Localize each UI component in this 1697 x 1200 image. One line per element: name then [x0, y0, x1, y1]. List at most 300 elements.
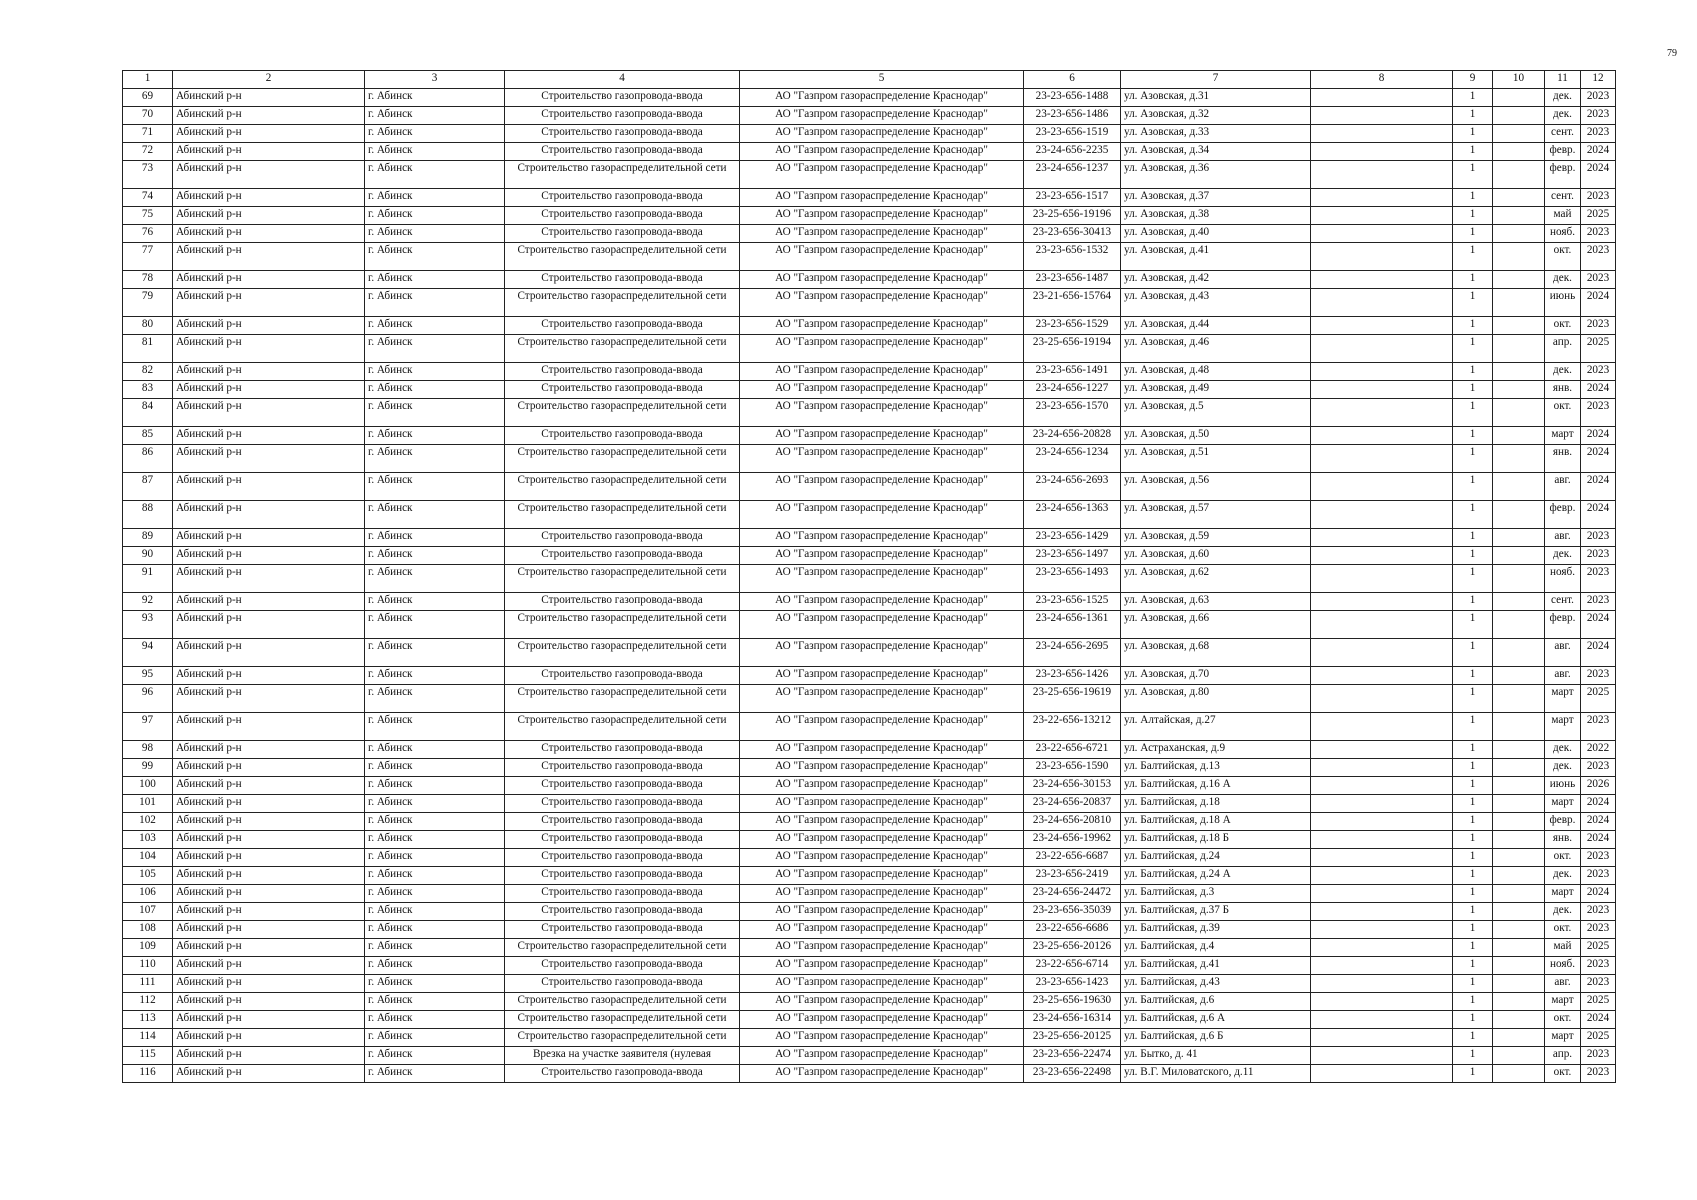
row-number: 78: [123, 271, 173, 289]
year-cell: 2022: [1581, 741, 1616, 759]
organization-cell: АО "Газпром газораспределение Краснодар": [740, 317, 1024, 335]
month-cell: сент.: [1545, 189, 1581, 207]
column-8-cell: [1311, 921, 1453, 939]
locality-cell: г. Абинск: [365, 89, 505, 107]
quantity-cell: 1: [1453, 1029, 1493, 1047]
row-number: 88: [123, 501, 173, 529]
month-cell: нояб.: [1545, 957, 1581, 975]
column-8-cell: [1311, 125, 1453, 143]
column-10-cell: [1493, 565, 1545, 593]
locality-cell: г. Абинск: [365, 189, 505, 207]
column-10-cell: [1493, 125, 1545, 143]
organization-cell: АО "Газпром газораспределение Краснодар": [740, 795, 1024, 813]
header-row: [123, 71, 1616, 89]
year-cell: 2024: [1581, 289, 1616, 317]
table-row: [123, 741, 1616, 759]
address-cell: ул. Балтийская, д.41: [1121, 957, 1311, 975]
locality-cell: г. Абинск: [365, 271, 505, 289]
column-10-cell: [1493, 639, 1545, 667]
year-cell: 2024: [1581, 143, 1616, 161]
district-cell: Абинский р-н: [173, 473, 365, 501]
code-cell: 23-23-656-2419: [1024, 867, 1121, 885]
year-cell: 2025: [1581, 939, 1616, 957]
month-cell: февр.: [1545, 813, 1581, 831]
table-row: [123, 243, 1616, 271]
month-cell: дек.: [1545, 547, 1581, 565]
address-cell: ул. Балтийская, д.24 А: [1121, 867, 1311, 885]
quantity-cell: 1: [1453, 795, 1493, 813]
code-cell: 23-24-656-2693: [1024, 473, 1121, 501]
quantity-cell: 1: [1453, 713, 1493, 741]
quantity-cell: 1: [1453, 921, 1493, 939]
organization-cell: АО "Газпром газораспределение Краснодар": [740, 975, 1024, 993]
year-cell: 2024: [1581, 1011, 1616, 1029]
month-cell: апр.: [1545, 335, 1581, 363]
code-cell: 23-23-656-1426: [1024, 667, 1121, 685]
code-cell: 23-23-656-1529: [1024, 317, 1121, 335]
quantity-cell: 1: [1453, 107, 1493, 125]
year-cell: 2023: [1581, 189, 1616, 207]
table-row: [123, 125, 1616, 143]
district-cell: Абинский р-н: [173, 143, 365, 161]
district-cell: Абинский р-н: [173, 207, 365, 225]
year-cell: 2023: [1581, 759, 1616, 777]
organization-cell: АО "Газпром газораспределение Краснодар": [740, 289, 1024, 317]
month-cell: июнь: [1545, 289, 1581, 317]
column-8-cell: [1311, 243, 1453, 271]
organization-cell: АО "Газпром газораспределение Краснодар": [740, 399, 1024, 427]
column-header: 1: [123, 71, 173, 89]
code-cell: 23-24-656-2695: [1024, 639, 1121, 667]
column-8-cell: [1311, 445, 1453, 473]
month-cell: февр.: [1545, 501, 1581, 529]
district-cell: Абинский р-н: [173, 777, 365, 795]
table-row: [123, 593, 1616, 611]
row-number: 106: [123, 885, 173, 903]
district-cell: Абинский р-н: [173, 849, 365, 867]
locality-cell: г. Абинск: [365, 903, 505, 921]
table-row: [123, 849, 1616, 867]
organization-cell: АО "Газпром газораспределение Краснодар": [740, 921, 1024, 939]
code-cell: 23-22-656-6721: [1024, 741, 1121, 759]
district-cell: Абинский р-н: [173, 957, 365, 975]
year-cell: 2023: [1581, 317, 1616, 335]
column-10-cell: [1493, 939, 1545, 957]
district-cell: Абинский р-н: [173, 107, 365, 125]
column-10-cell: [1493, 831, 1545, 849]
code-cell: 23-24-656-30153: [1024, 777, 1121, 795]
work-type-cell: Строительство газопровода-ввода: [505, 593, 740, 611]
quantity-cell: 1: [1453, 813, 1493, 831]
column-8-cell: [1311, 189, 1453, 207]
month-cell: нояб.: [1545, 225, 1581, 243]
year-cell: 2025: [1581, 207, 1616, 225]
table-row: [123, 89, 1616, 107]
code-cell: 23-24-656-20837: [1024, 795, 1121, 813]
locality-cell: г. Абинск: [365, 759, 505, 777]
address-cell: ул. Азовская, д.56: [1121, 473, 1311, 501]
locality-cell: г. Абинск: [365, 813, 505, 831]
year-cell: 2023: [1581, 667, 1616, 685]
quantity-cell: 1: [1453, 207, 1493, 225]
year-cell: 2024: [1581, 639, 1616, 667]
code-cell: 23-22-656-6687: [1024, 849, 1121, 867]
row-number: 74: [123, 189, 173, 207]
district-cell: Абинский р-н: [173, 1029, 365, 1047]
quantity-cell: 1: [1453, 381, 1493, 399]
column-10-cell: [1493, 501, 1545, 529]
district-cell: Абинский р-н: [173, 593, 365, 611]
month-cell: апр.: [1545, 1047, 1581, 1065]
table-row: [123, 289, 1616, 317]
column-8-cell: [1311, 667, 1453, 685]
column-8-cell: [1311, 831, 1453, 849]
column-header: 6: [1024, 71, 1121, 89]
column-10-cell: [1493, 225, 1545, 243]
code-cell: 23-23-656-1486: [1024, 107, 1121, 125]
row-number: 105: [123, 867, 173, 885]
column-10-cell: [1493, 363, 1545, 381]
year-cell: 2023: [1581, 903, 1616, 921]
work-type-cell: Строительство газораспределительной сети: [505, 713, 740, 741]
organization-cell: АО "Газпром газораспределение Краснодар": [740, 777, 1024, 795]
column-10-cell: [1493, 885, 1545, 903]
organization-cell: АО "Газпром газораспределение Краснодар": [740, 125, 1024, 143]
column-10-cell: [1493, 143, 1545, 161]
table-body: [123, 89, 1616, 1083]
year-cell: 2023: [1581, 1065, 1616, 1083]
row-number: 108: [123, 921, 173, 939]
quantity-cell: 1: [1453, 993, 1493, 1011]
table-row: [123, 225, 1616, 243]
code-cell: 23-25-656-19194: [1024, 335, 1121, 363]
column-10-cell: [1493, 1029, 1545, 1047]
locality-cell: г. Абинск: [365, 161, 505, 189]
locality-cell: г. Абинск: [365, 445, 505, 473]
address-cell: ул. В.Г. Миловатского, д.11: [1121, 1065, 1311, 1083]
organization-cell: АО "Газпром газораспределение Краснодар": [740, 547, 1024, 565]
organization-cell: АО "Газпром газораспределение Краснодар": [740, 685, 1024, 713]
code-cell: 23-21-656-15764: [1024, 289, 1121, 317]
table-row: [123, 1029, 1616, 1047]
organization-cell: АО "Газпром газораспределение Краснодар": [740, 759, 1024, 777]
column-10-cell: [1493, 741, 1545, 759]
address-cell: ул. Азовская, д.41: [1121, 243, 1311, 271]
locality-cell: г. Абинск: [365, 143, 505, 161]
table-row: [123, 831, 1616, 849]
work-type-cell: Строительство газопровода-ввода: [505, 795, 740, 813]
row-number: 97: [123, 713, 173, 741]
table-row: [123, 381, 1616, 399]
year-cell: 2024: [1581, 795, 1616, 813]
quantity-cell: 1: [1453, 363, 1493, 381]
column-10-cell: [1493, 1011, 1545, 1029]
locality-cell: г. Абинск: [365, 243, 505, 271]
organization-cell: АО "Газпром газораспределение Краснодар": [740, 1065, 1024, 1083]
quantity-cell: 1: [1453, 1011, 1493, 1029]
address-cell: ул. Азовская, д.57: [1121, 501, 1311, 529]
work-type-cell: Строительство газораспределительной сети: [505, 611, 740, 639]
address-cell: ул. Балтийская, д.18 Б: [1121, 831, 1311, 849]
code-cell: 23-22-656-6686: [1024, 921, 1121, 939]
year-cell: 2023: [1581, 593, 1616, 611]
row-number: 94: [123, 639, 173, 667]
address-cell: ул. Азовская, д.32: [1121, 107, 1311, 125]
year-cell: 2024: [1581, 813, 1616, 831]
column-8-cell: [1311, 903, 1453, 921]
table-row: [123, 363, 1616, 381]
work-type-cell: Строительство газопровода-ввода: [505, 271, 740, 289]
district-cell: Абинский р-н: [173, 685, 365, 713]
table-row: [123, 189, 1616, 207]
column-10-cell: [1493, 975, 1545, 993]
quantity-cell: 1: [1453, 957, 1493, 975]
month-cell: дек.: [1545, 363, 1581, 381]
table-row: [123, 473, 1616, 501]
district-cell: Абинский р-н: [173, 667, 365, 685]
quantity-cell: 1: [1453, 529, 1493, 547]
column-header: 3: [365, 71, 505, 89]
district-cell: Абинский р-н: [173, 547, 365, 565]
column-10-cell: [1493, 89, 1545, 107]
locality-cell: г. Абинск: [365, 125, 505, 143]
column-10-cell: [1493, 957, 1545, 975]
year-cell: 2023: [1581, 107, 1616, 125]
address-cell: ул. Азовская, д.36: [1121, 161, 1311, 189]
code-cell: 23-23-656-1488: [1024, 89, 1121, 107]
table-row: [123, 993, 1616, 1011]
organization-cell: АО "Газпром газораспределение Краснодар": [740, 89, 1024, 107]
year-cell: 2024: [1581, 473, 1616, 501]
row-number: 113: [123, 1011, 173, 1029]
address-cell: ул. Астраханская, д.9: [1121, 741, 1311, 759]
district-cell: Абинский р-н: [173, 795, 365, 813]
organization-cell: АО "Газпром газораспределение Краснодар": [740, 225, 1024, 243]
row-number: 85: [123, 427, 173, 445]
code-cell: 23-23-656-22498: [1024, 1065, 1121, 1083]
month-cell: авг.: [1545, 975, 1581, 993]
row-number: 69: [123, 89, 173, 107]
year-cell: 2025: [1581, 993, 1616, 1011]
column-8-cell: [1311, 473, 1453, 501]
organization-cell: АО "Газпром газораспределение Краснодар": [740, 243, 1024, 271]
column-8-cell: [1311, 399, 1453, 427]
address-cell: ул. Азовская, д.44: [1121, 317, 1311, 335]
address-cell: ул. Азовская, д.31: [1121, 89, 1311, 107]
column-8-cell: [1311, 813, 1453, 831]
district-cell: Абинский р-н: [173, 501, 365, 529]
work-type-cell: Строительство газораспределительной сети: [505, 399, 740, 427]
organization-cell: АО "Газпром газораспределение Краснодар": [740, 189, 1024, 207]
column-8-cell: [1311, 939, 1453, 957]
quantity-cell: 1: [1453, 885, 1493, 903]
locality-cell: г. Абинск: [365, 713, 505, 741]
address-cell: ул. Азовская, д.38: [1121, 207, 1311, 225]
table-row: [123, 271, 1616, 289]
quantity-cell: 1: [1453, 741, 1493, 759]
work-type-cell: Строительство газопровода-ввода: [505, 143, 740, 161]
column-8-cell: [1311, 957, 1453, 975]
district-cell: Абинский р-н: [173, 399, 365, 427]
organization-cell: АО "Газпром газораспределение Краснодар": [740, 143, 1024, 161]
column-10-cell: [1493, 713, 1545, 741]
row-number: 115: [123, 1047, 173, 1065]
district-cell: Абинский р-н: [173, 243, 365, 271]
month-cell: авг.: [1545, 529, 1581, 547]
year-cell: 2024: [1581, 831, 1616, 849]
code-cell: 23-25-656-20125: [1024, 1029, 1121, 1047]
table-row: [123, 713, 1616, 741]
organization-cell: АО "Газпром газораспределение Краснодар": [740, 161, 1024, 189]
address-cell: ул. Балтийская, д.6 А: [1121, 1011, 1311, 1029]
column-10-cell: [1493, 207, 1545, 225]
month-cell: март: [1545, 885, 1581, 903]
table-row: [123, 399, 1616, 427]
organization-cell: АО "Газпром газораспределение Краснодар": [740, 885, 1024, 903]
column-10-cell: [1493, 445, 1545, 473]
year-cell: 2023: [1581, 125, 1616, 143]
year-cell: 2024: [1581, 445, 1616, 473]
column-10-cell: [1493, 381, 1545, 399]
table-row: [123, 1011, 1616, 1029]
code-cell: 23-24-656-2235: [1024, 143, 1121, 161]
code-cell: 23-23-656-1423: [1024, 975, 1121, 993]
year-cell: 2023: [1581, 271, 1616, 289]
year-cell: 2023: [1581, 565, 1616, 593]
district-cell: Абинский р-н: [173, 381, 365, 399]
month-cell: март: [1545, 427, 1581, 445]
quantity-cell: 1: [1453, 759, 1493, 777]
code-cell: 23-24-656-1237: [1024, 161, 1121, 189]
district-cell: Абинский р-н: [173, 639, 365, 667]
column-10-cell: [1493, 795, 1545, 813]
table-row: [123, 759, 1616, 777]
code-cell: 23-24-656-24472: [1024, 885, 1121, 903]
locality-cell: г. Абинск: [365, 639, 505, 667]
code-cell: 23-24-656-19962: [1024, 831, 1121, 849]
locality-cell: г. Абинск: [365, 777, 505, 795]
district-cell: Абинский р-н: [173, 759, 365, 777]
row-number: 104: [123, 849, 173, 867]
district-cell: Абинский р-н: [173, 921, 365, 939]
year-cell: 2023: [1581, 975, 1616, 993]
code-cell: 23-23-656-1491: [1024, 363, 1121, 381]
code-cell: 23-24-656-20810: [1024, 813, 1121, 831]
work-type-cell: Строительство газопровода-ввода: [505, 189, 740, 207]
address-cell: ул. Азовская, д.80: [1121, 685, 1311, 713]
code-cell: 23-23-656-1532: [1024, 243, 1121, 271]
column-8-cell: [1311, 107, 1453, 125]
month-cell: февр.: [1545, 161, 1581, 189]
work-type-cell: Строительство газораспределительной сети: [505, 639, 740, 667]
district-cell: Абинский р-н: [173, 189, 365, 207]
column-10-cell: [1493, 667, 1545, 685]
column-10-cell: [1493, 427, 1545, 445]
table-row: [123, 885, 1616, 903]
work-type-cell: Строительство газораспределительной сети: [505, 565, 740, 593]
organization-cell: АО "Газпром газораспределение Краснодар": [740, 903, 1024, 921]
row-number: 83: [123, 381, 173, 399]
work-type-cell: Строительство газопровода-ввода: [505, 89, 740, 107]
row-number: 76: [123, 225, 173, 243]
district-cell: Абинский р-н: [173, 831, 365, 849]
district-cell: Абинский р-н: [173, 225, 365, 243]
district-cell: Абинский р-н: [173, 161, 365, 189]
row-number: 77: [123, 243, 173, 271]
quantity-cell: 1: [1453, 593, 1493, 611]
work-type-cell: Строительство газораспределительной сети: [505, 939, 740, 957]
month-cell: авг.: [1545, 639, 1581, 667]
code-cell: 23-23-656-1429: [1024, 529, 1121, 547]
table-row: [123, 685, 1616, 713]
column-header: 2: [173, 71, 365, 89]
address-cell: ул. Азовская, д.60: [1121, 547, 1311, 565]
work-type-cell: Строительство газопровода-ввода: [505, 831, 740, 849]
month-cell: нояб.: [1545, 565, 1581, 593]
code-cell: 23-24-656-1234: [1024, 445, 1121, 473]
column-8-cell: [1311, 611, 1453, 639]
address-cell: ул. Балтийская, д.6: [1121, 993, 1311, 1011]
column-8-cell: [1311, 565, 1453, 593]
locality-cell: г. Абинск: [365, 1011, 505, 1029]
row-number: 95: [123, 667, 173, 685]
quantity-cell: 1: [1453, 243, 1493, 271]
organization-cell: АО "Газпром газораспределение Краснодар": [740, 271, 1024, 289]
column-10-cell: [1493, 289, 1545, 317]
row-number: 101: [123, 795, 173, 813]
organization-cell: АО "Газпром газораспределение Краснодар": [740, 381, 1024, 399]
code-cell: 23-23-656-1517: [1024, 189, 1121, 207]
work-type-cell: Строительство газопровода-ввода: [505, 741, 740, 759]
district-cell: Абинский р-н: [173, 335, 365, 363]
month-cell: март: [1545, 685, 1581, 713]
year-cell: 2024: [1581, 381, 1616, 399]
work-type-cell: Строительство газопровода-ввода: [505, 1065, 740, 1083]
month-cell: дек.: [1545, 759, 1581, 777]
table-row: [123, 161, 1616, 189]
address-cell: ул. Балтийская, д.16 А: [1121, 777, 1311, 795]
locality-cell: г. Абинск: [365, 867, 505, 885]
organization-cell: АО "Газпром газораспределение Краснодар": [740, 107, 1024, 125]
column-header: 5: [740, 71, 1024, 89]
month-cell: дек.: [1545, 271, 1581, 289]
month-cell: окт.: [1545, 243, 1581, 271]
district-cell: Абинский р-н: [173, 939, 365, 957]
year-cell: 2025: [1581, 1029, 1616, 1047]
address-cell: ул. Балтийская, д.18 А: [1121, 813, 1311, 831]
organization-cell: АО "Газпром газораспределение Краснодар": [740, 335, 1024, 363]
locality-cell: г. Абинск: [365, 529, 505, 547]
district-cell: Абинский р-н: [173, 445, 365, 473]
data-table: [122, 70, 1616, 1083]
organization-cell: АО "Газпром газораспределение Краснодар": [740, 611, 1024, 639]
month-cell: окт.: [1545, 1065, 1581, 1083]
column-10-cell: [1493, 611, 1545, 639]
address-cell: ул. Азовская, д.70: [1121, 667, 1311, 685]
locality-cell: г. Абинск: [365, 1047, 505, 1065]
table-row: [123, 501, 1616, 529]
organization-cell: АО "Газпром газораспределение Краснодар": [740, 445, 1024, 473]
row-number: 109: [123, 939, 173, 957]
month-cell: дек.: [1545, 107, 1581, 125]
column-header: 8: [1311, 71, 1453, 89]
district-cell: Абинский р-н: [173, 363, 365, 381]
quantity-cell: 1: [1453, 161, 1493, 189]
month-cell: окт.: [1545, 921, 1581, 939]
column-8-cell: [1311, 639, 1453, 667]
month-cell: май: [1545, 207, 1581, 225]
work-type-cell: Строительство газопровода-ввода: [505, 225, 740, 243]
